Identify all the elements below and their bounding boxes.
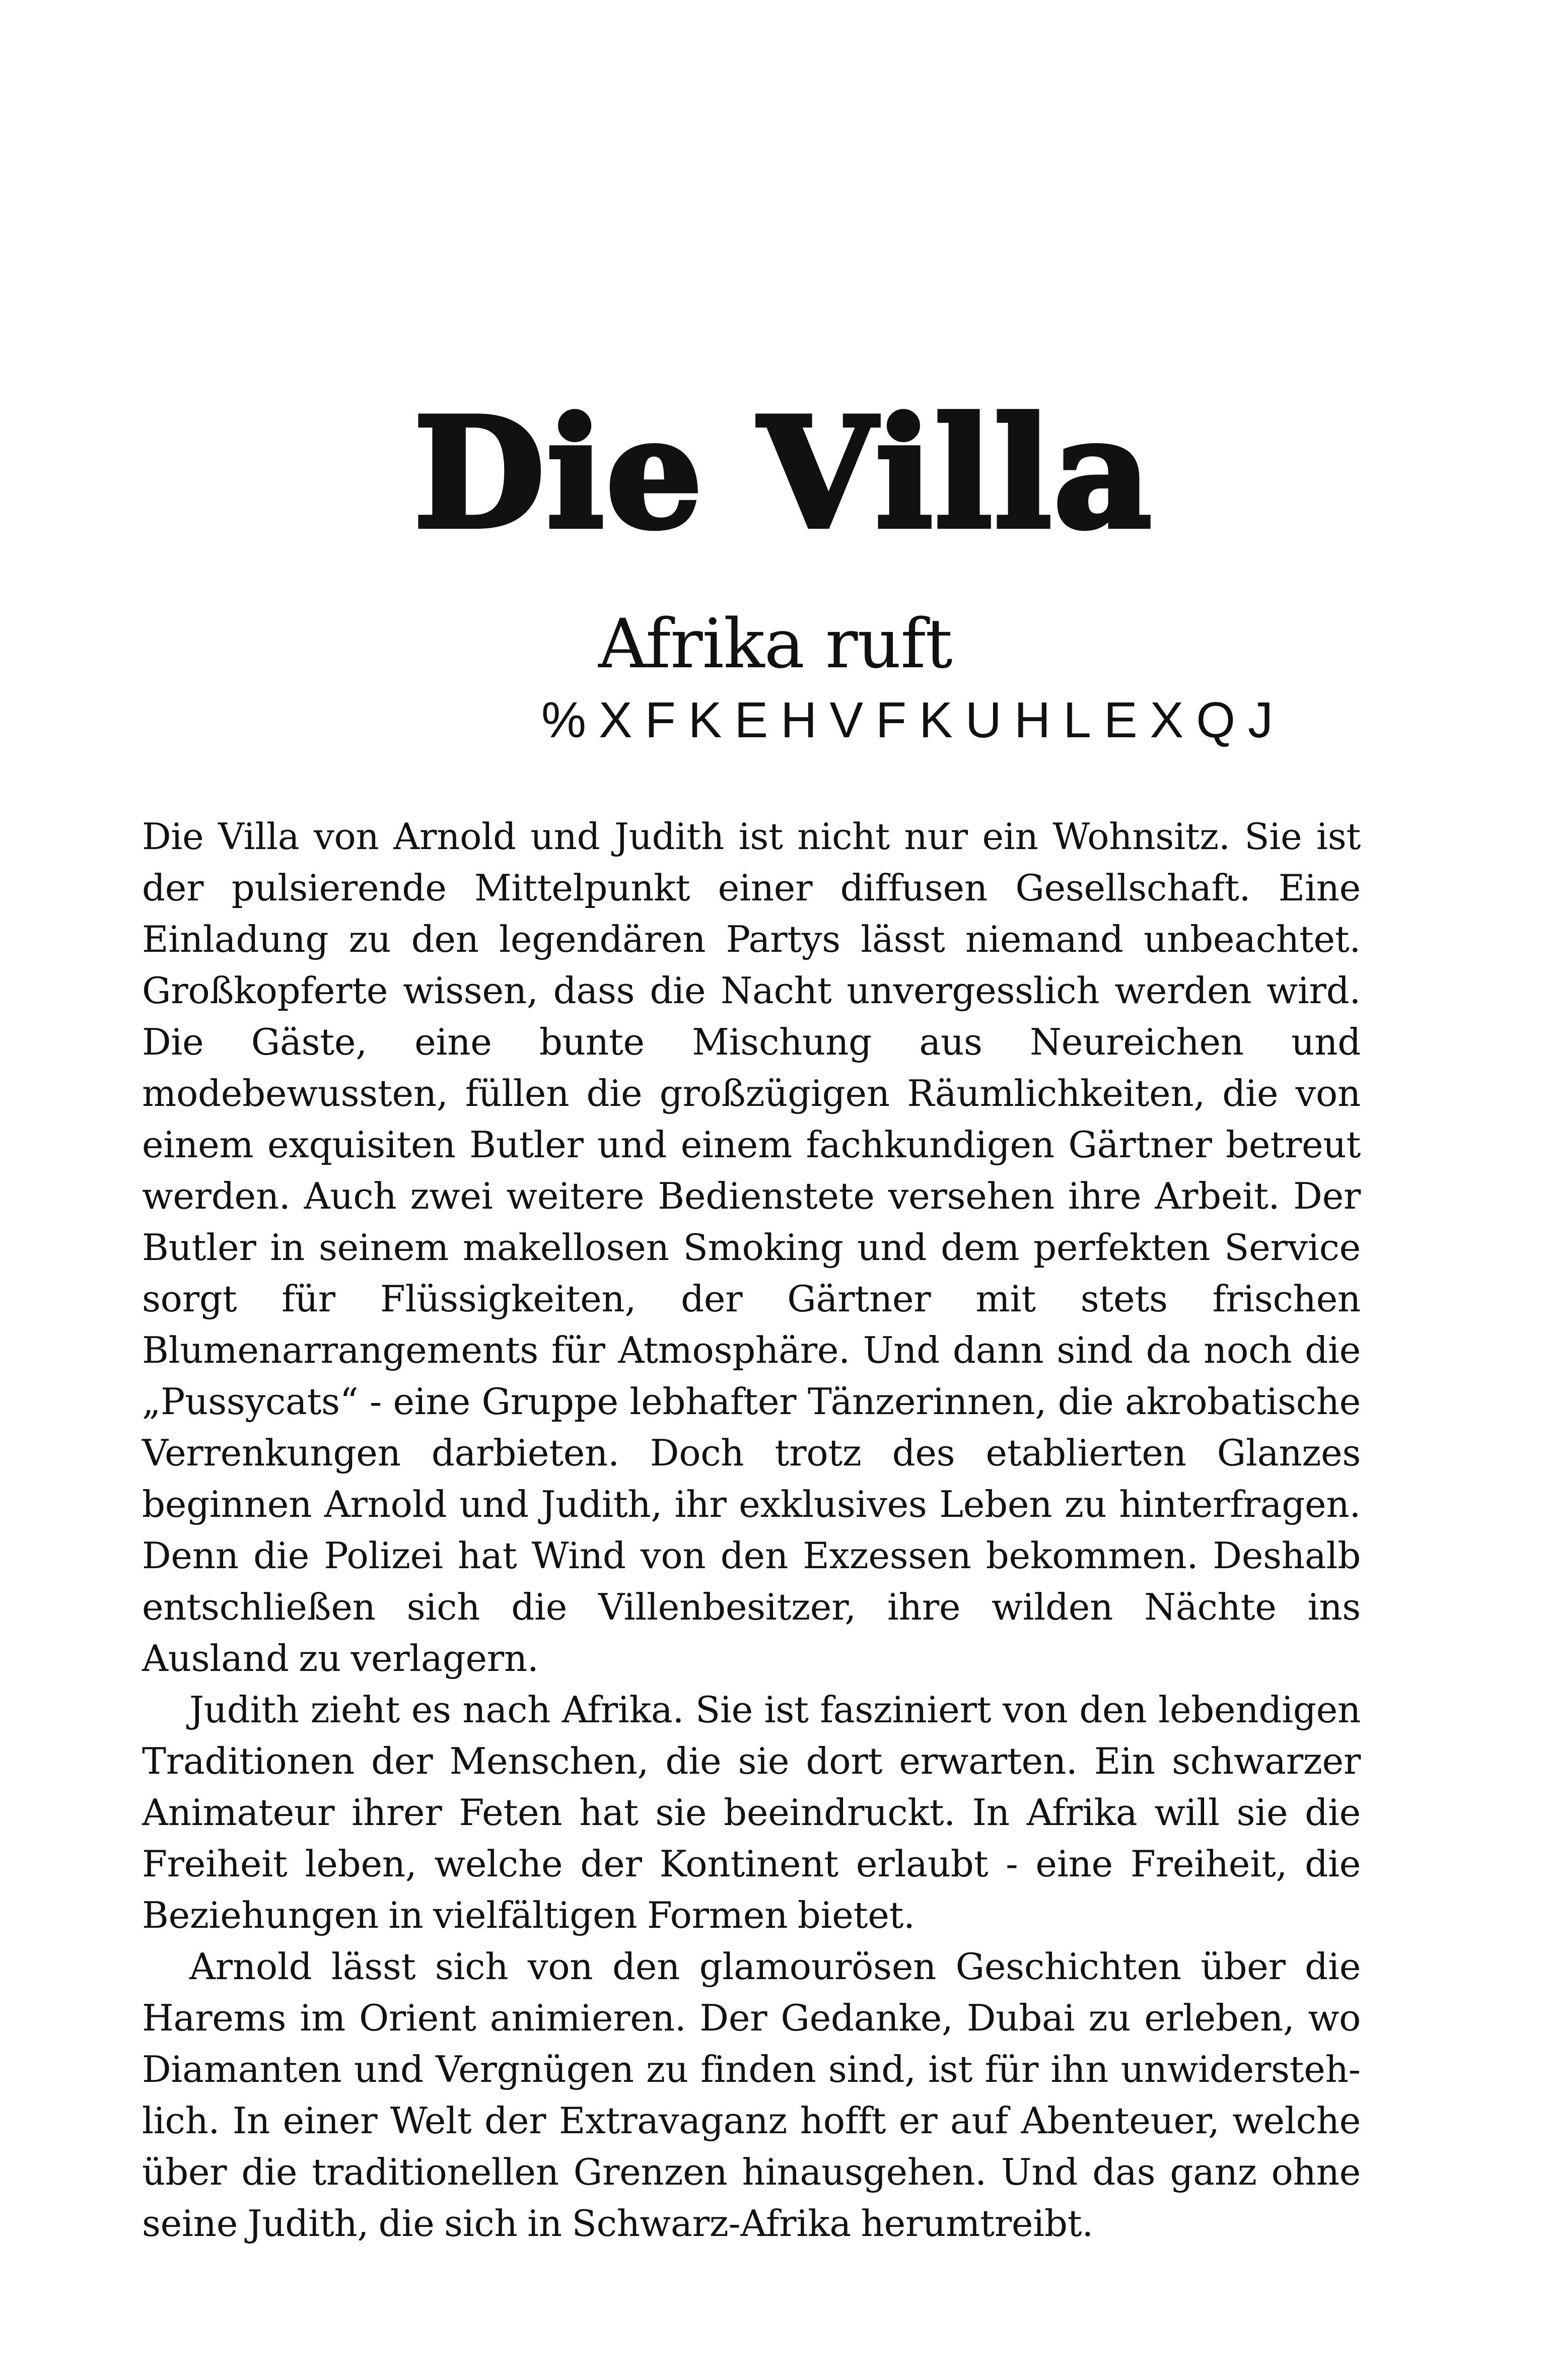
- chapter-body: [142, 811, 1361, 2249]
- cipher-line: %XFKEHVFKUHLEXQJ: [541, 692, 1286, 748]
- chapter-subtitle: Afrika ruft: [598, 604, 952, 683]
- paragraph: Arnold lässt sich von den glamourösen Geschichten über die Harems im Orient animieren. Der Gedanke, Dubai zu erleben, wo Diamanten und Vergnügen zu finden sind, ist für ihn unwiderstehlich. In einer Welt der Extravaganz hofft er auf Abenteuer, welche über die traditionellen Grenzen hinausgehen. Und das ganz ohne seine Judith, die sich in Schwarz-Afrika herumtreibt.: [142, 1945, 1361, 2245]
- chapter-title: Die Villa: [413, 384, 1154, 562]
- paragraph: Judith zieht es nach Afrika. Sie ist fasziniert von den lebendigen Traditionen der Menschen, die sie dort erwarten. Ein schwarzer Animateur ihrer Feten hat sie beeindruckt. In Afrika will sie die Freiheit leben, welche der Kontinent erlaubt - eine Freiheit, die Beziehungen in vielfältigen Formen bietet.: [142, 1689, 1361, 1936]
- paragraph: Die Villa von Arnold und Judith ist nicht nur ein Wohnsitz. Sie ist der pulsierende Mittelpunkt einer diffusen Gesellschaft. Eine Einladung zu den legendären Partys lässt niemand unbeachtet. Großkopferte wissen, dass die Nacht unvergesslich werden wird. Die Gäste, eine bunte Mischung aus Neureichen und modebewussten, füllen die großzügigen Räumlichkeiten, die von einem exquisiten Butler und einem fachkundigen Gärtner betreut werden. Auch zwei weitere Bedienstete versehen ihre Arbeit. Der Butler in seinem makellosen Smoking und dem perfekten Service sorgt für Flüssigkeiten, der Gärtner mit stets frischen Blumenarrangements für Atmosphäre. Und dann sind da noch die „Pussycats“ - eine Gruppe lebhafter Tänzerinnen, die akrobatische Verrenkungen darbieten. Doch trotz des etablierten Glanzes beginnen Arnold und Judith, ihr exklusives Leben zu hinterfragen. Denn die Polizei hat Wind von den Exzessen bekommen. Deshalb entschließen sich die Villenbesitzer, ihre wilden Nächte ins Ausland zu verlagern.: [142, 815, 1361, 1679]
